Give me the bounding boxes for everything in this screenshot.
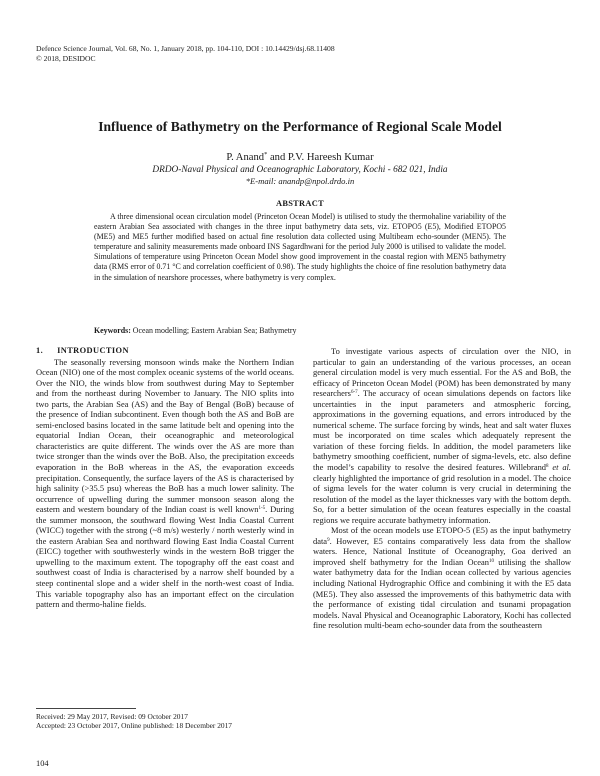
- affiliation: DRDO-Naval Physical and Oceanographic Laboratory, Kochi - 682 021, India: [152, 165, 448, 175]
- abstract-heading: ABSTRACT: [275, 199, 324, 208]
- author-rest: and P.V. Hareesh Kumar: [267, 152, 374, 163]
- footnote-divider: [36, 708, 136, 709]
- citation-ref: 8: [546, 464, 549, 470]
- citation-ref: 1-5: [258, 506, 266, 512]
- copyright-line: © 2018, DESIDOC: [36, 54, 96, 63]
- abstract-text: A three dimensional ocean circulation model (Princeton Ocean Model) is utilised to study the thermohaline variability of the eastern Arabian Sea associated with changes in the three input bathymetry data sets, viz. ETOPO5 (E5), Modified ETOPO5 (ME5) and ME5 further modified based on actual fine resolution data collected using Multibeam echo-sounder (MEN5). The temperature and salinity measurements made onboard INS Sagardhwani for the period July 2000 is utilised to validate the model. Simulations of temperature using Princeton Ocean Model show good improvement in the coastal region with MEN5 bathymetry data (RMS error of 0.71 °C and correlation coefficient of 0.98). The study highlights the choice of fine resolution bathymetry data in the simulation of nearshore processes, where bathymetry is very complex.: [94, 212, 506, 282]
- right-column: [313, 346, 571, 631]
- citation-ref: 6-7: [350, 390, 358, 396]
- intro-paragraph-2: [313, 346, 571, 525]
- paragraph-text: clearly highlighted the importance of grid resolution in a model. The choice of sigma levels for the water column is very crucial in determining the resolution of the model as the layer thicknesses vary with the bottom depth. So, for a better simulation of the ocean features especially in the coastal regions we require accurate bathymetry information.: [313, 472, 571, 525]
- citation-ref: 10: [489, 558, 494, 564]
- author-line: [40, 148, 560, 164]
- et-al-text: et al.: [548, 462, 571, 473]
- journal-header: [36, 44, 566, 64]
- intro-paragraph-1: [36, 357, 294, 610]
- keywords-list: Ocean modelling; Eastern Arabian Sea; Bathymetry: [130, 326, 297, 335]
- journal-citation: Defence Science Journal, Vol. 68, No. 1, January 2018, pp. 104-110, DOI : 10.14429/dsj.68.11408: [36, 44, 335, 53]
- accepted-dates: Accepted: 23 October 2017, Online published: 18 December 2017: [36, 721, 233, 731]
- page-number: 104: [36, 759, 49, 768]
- paragraph-text: . During the summer monsoon, the southward flowing West India Coastal Current (WICC) together with the strong (~8 m/s) westerly / north westerly wind in the eastern Arabian Sea and northward flowing East India Coastal Current (EICC) together with southwesterly winds in the western BoB trigger the upwelling to the maximum extent. The topography off the east coast and southwest coast of India is characterised by a narrow shelf bounded by a steep continental slope and a wider shelf in the north-west coast of India. This variable topography also has an important effect on the circulation pattern and thermo-haline fields.: [36, 504, 295, 610]
- paragraph-text: The seasonally reversing monsoon winds make the Northern Indian Ocean (NIO) one of the most complex oceanic systems of the world oceans. Over the NIO, the winds blow from southwest during May to September and from the northeast during November to January. The NIO splits into two parts, the Arabian Sea (AS) and the Bay of Bengal (BoB) because of the presence of Indian subcontinent. Even though both the AS and BoB are semi-enclosed basins located in the same latitude belt and opening into the equatorial Indian Ocean, their oceanographic and meteorological characteristics are quite different. The winds over the AS are more than twice stronger than the winds over the BoB. Also, the precipitation exceeds evaporation in the BoB whereas in the AS, the evaporation exceeds precipitation. Consequently, the surface layers of the AS is characterised by high salinity (>35.5 psu) whereas the BoB has a much lower salinity. The occurrence of upwelling during the summer monsoon season along the eastern and western boundary of the Indian coast is well known: [36, 356, 294, 515]
- section-title: INTRODUCTION: [57, 346, 129, 355]
- received-dates: Received: 29 May 2017, Revised: 09 October 2017: [36, 712, 188, 721]
- paragraph-text: utilising the shallow water bathymetry data for the Indian ocean collected by various agencies including National Hydrographic Office and combining it with the E5 data (ME5). They also assessed the improvements of this bathymetric data with the performance of existing tidal circulation and tsunami propagation models. Naval Physical and Oceanographic Laboratory, Kochi has collected fine resolution multi-beam echo-sounder data from the southeastern: [313, 556, 572, 631]
- author-first: P. Anand: [226, 152, 265, 163]
- left-column: [36, 346, 294, 610]
- keywords-label: Keywords:: [94, 326, 131, 335]
- paragraph-text: . However, E5 contains comparatively less data from the shallow waters. Hence, National Institute of Oceanography, Goa derived an improved shelf bathymetry for the Indian Ocean: [313, 535, 571, 567]
- author-email: *E-mail: anandp@npol.drdo.in: [245, 176, 355, 186]
- intro-paragraph-3: [313, 525, 571, 630]
- footnote: [36, 712, 296, 731]
- section-heading-introduction: [36, 346, 294, 357]
- paragraph-text: Most of the ocean models use ETOPO-5 (E5) as the input bathymetry data: [313, 525, 571, 546]
- paragraph-text: To investigate various aspects of circulation over the NIO, in particular to gain an understanding of the various processes, an ocean general circulation model is very much essential. For the AS and BoB, the efficacy of Princeton Ocean Model (POM) has been demonstrated by many researchers: [313, 346, 571, 399]
- corresponding-marker: *: [264, 151, 268, 158]
- paper-title: Influence of Bathymetry on the Performance of Regional Scale Model: [98, 119, 502, 134]
- section-number: 1.: [36, 346, 44, 355]
- paragraph-text: . The accuracy of ocean simulations depends on factors like uncertainties in the input parameters and atmospheric forcing, approximations in the governing equations, and errors introduced by the numerical scheme. The surface forcing by winds, heat and salt water fluxes must be incorporated on time scales which adequately represent the variation of these forcing fields. In addition, the model parameters like bathymetry smoothing coefficient, number of sigma-levels, etc. also define the model’s capability to resolve the desired features. Willebrand: [313, 388, 571, 473]
- citation-ref: 9: [327, 537, 330, 543]
- keywords: [94, 326, 506, 336]
